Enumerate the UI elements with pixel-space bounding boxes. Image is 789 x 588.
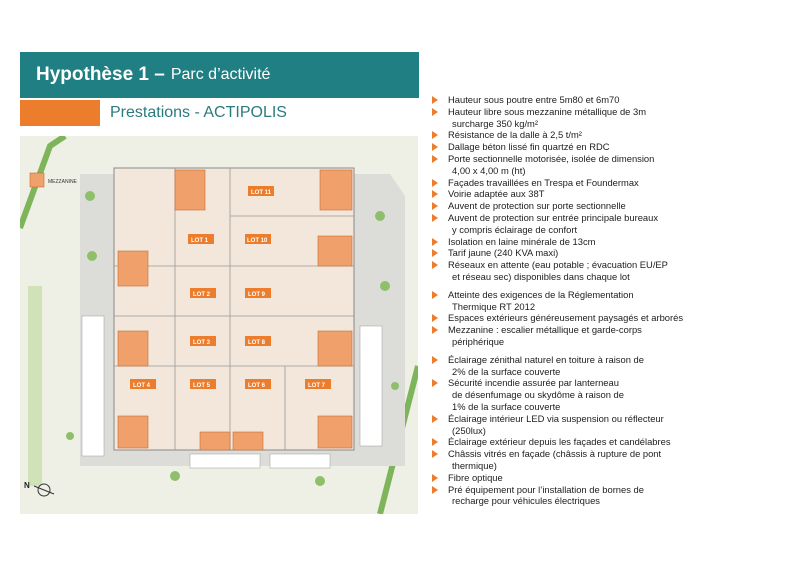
- lot-label: LOT 8: [248, 340, 266, 346]
- feature-text: Hauteur sous poutre entre 5m80 et 6m70: [448, 94, 620, 105]
- feature-text: Éclairage zénithal naturel en toiture à raison de: [448, 353, 644, 365]
- bullet-arrow-icon: [432, 190, 438, 198]
- feature-text: y compris éclairage de confort: [452, 223, 578, 235]
- feature-item: [428, 324, 788, 348]
- bullet-arrow-icon: [432, 155, 438, 163]
- feature-item: [428, 141, 788, 153]
- feature-text: Tarif jaune (240 KVA maxi): [448, 247, 559, 259]
- feature-text: Thermique RT 2012: [452, 300, 536, 312]
- feature-text: Isolation en laine minérale de 13cm: [448, 235, 596, 247]
- feature-text: périphérique: [452, 335, 505, 347]
- feature-item: [428, 200, 788, 212]
- feature-text: Mezzanine : escalier métallique et garde-corps: [448, 324, 642, 336]
- feature-item: [428, 247, 788, 259]
- feature-text: Châssis vitrés en façade (châssis à rupture de pont: [448, 448, 662, 460]
- feature-text: Atteinte des exigences de la Réglementation: [448, 288, 634, 300]
- building-footprint: [114, 168, 354, 450]
- bullet-arrow-icon: [432, 131, 438, 139]
- feature-text: surcharge 350 kg/m²: [452, 117, 538, 129]
- title-rest: Parc d’activité: [170, 66, 271, 83]
- lot-label: LOT 7: [308, 383, 326, 389]
- feature-text: 1% de la surface couverte: [452, 400, 561, 412]
- bullet-arrow-icon: [432, 179, 438, 187]
- feature-text: Sécurité incendie assurée par lanterneau: [448, 377, 619, 389]
- bullet-arrow-icon: [432, 238, 438, 246]
- feature-text: 4,00 x 4,00 m (ht): [452, 164, 526, 176]
- lot-label: LOT 2: [193, 292, 211, 298]
- feature-item: [428, 312, 788, 324]
- lot-label: LOT 4: [133, 383, 151, 389]
- feature-text: Fibre optique: [448, 471, 503, 483]
- title-bold: Hypothèse 1 –: [36, 64, 165, 85]
- feature-item: [428, 259, 788, 283]
- bullet-arrow-icon: [432, 356, 438, 364]
- title-bar: [20, 52, 419, 98]
- feature-item: [428, 94, 788, 106]
- site-plan: [20, 136, 418, 514]
- bullet-arrow-icon: [432, 415, 438, 423]
- feature-text: Éclairage intérieur LED via suspension ou réflecteur: [448, 412, 664, 424]
- feature-item: [428, 484, 788, 508]
- lot-label: LOT 5: [193, 383, 211, 389]
- feature-item: [428, 129, 788, 141]
- feature-text: Porte sectionnelle motorisée, isolée de dimension: [448, 152, 655, 164]
- feature-text: (250lux): [452, 424, 486, 436]
- feature-list: [428, 94, 788, 507]
- lot-label: LOT 11: [251, 190, 272, 196]
- feature-text: Auvent de protection sur porte sectionnelle: [448, 200, 626, 212]
- feature-text: Pré équipement pour l’installation de bornes de: [448, 483, 644, 495]
- lot-label: LOT 1: [191, 238, 209, 244]
- feature-item: [428, 436, 788, 448]
- bullet-arrow-icon: [432, 143, 438, 151]
- lot-label: LOT 6: [248, 383, 266, 389]
- feature-item: [428, 188, 788, 200]
- bullet-arrow-icon: [432, 326, 438, 334]
- bullet-arrow-icon: [432, 108, 438, 116]
- bullet-arrow-icon: [432, 249, 438, 257]
- feature-text: Espaces extérieurs généreusement paysagés et arborés: [448, 312, 684, 324]
- feature-text: et réseau sec) disponibles dans chaque lot: [452, 270, 630, 282]
- bullet-arrow-icon: [432, 291, 438, 299]
- feature-item: [428, 212, 788, 236]
- feature-item: [428, 413, 788, 437]
- legend-label: MEZZANINE: [48, 179, 77, 185]
- feature-text: Auvent de protection sur entrée principale bureaux: [448, 211, 659, 223]
- site-plan-drawing: [20, 136, 418, 514]
- feature-text: de désenfumage ou skydôme à raison de: [452, 389, 624, 401]
- lot-label: LOT 9: [248, 292, 266, 298]
- bullet-arrow-icon: [432, 96, 438, 104]
- feature-text: 2% de la surface couverte: [452, 365, 561, 377]
- legend-swatch: [30, 173, 44, 187]
- feature-item: [428, 377, 788, 412]
- feature-item: [428, 354, 788, 378]
- feature-item: [428, 153, 788, 177]
- orange-accent: [20, 100, 100, 126]
- feature-text: thermique): [452, 459, 497, 471]
- bullet-arrow-icon: [432, 261, 438, 269]
- feature-item: [428, 289, 788, 313]
- feature-item: [428, 177, 788, 189]
- feature-text: Dallage béton lissé fin quartzé en RDC: [448, 141, 610, 153]
- feature-text: Réseaux en attente (eau potable ; évacuation EU/EP: [448, 259, 668, 271]
- bullet-arrow-icon: [432, 379, 438, 387]
- feature-text: Résistance de la dalle à 2,5 t/m²: [448, 129, 582, 141]
- bullet-arrow-icon: [432, 314, 438, 322]
- feature-text: Hauteur libre sous mezzanine métallique de 3m: [448, 105, 647, 117]
- feature-item: [428, 106, 788, 130]
- feature-text: Voirie adaptée aux 38T: [448, 188, 545, 200]
- lot-label: LOT 10: [247, 238, 268, 244]
- page-subtitle: Prestations - ACTIPOLIS: [110, 104, 287, 121]
- bullet-arrow-icon: [432, 474, 438, 482]
- north-label: N: [24, 481, 30, 490]
- bullet-arrow-icon: [432, 438, 438, 446]
- feature-text: recharge pour véhicules électriques: [452, 495, 600, 507]
- bullet-arrow-icon: [432, 214, 438, 222]
- feature-text: Éclairage extérieur depuis les façades et candélabres: [448, 436, 671, 448]
- feature-item: [428, 236, 788, 248]
- lot-label: LOT 3: [193, 340, 211, 346]
- bullet-arrow-icon: [432, 486, 438, 494]
- feature-item: [428, 448, 788, 472]
- bullet-arrow-icon: [432, 202, 438, 210]
- green-strip-left: [28, 286, 42, 486]
- bullet-arrow-icon: [432, 450, 438, 458]
- feature-item: [428, 472, 788, 484]
- feature-text: Façades travaillées en Trespa et Foundermax: [448, 176, 639, 188]
